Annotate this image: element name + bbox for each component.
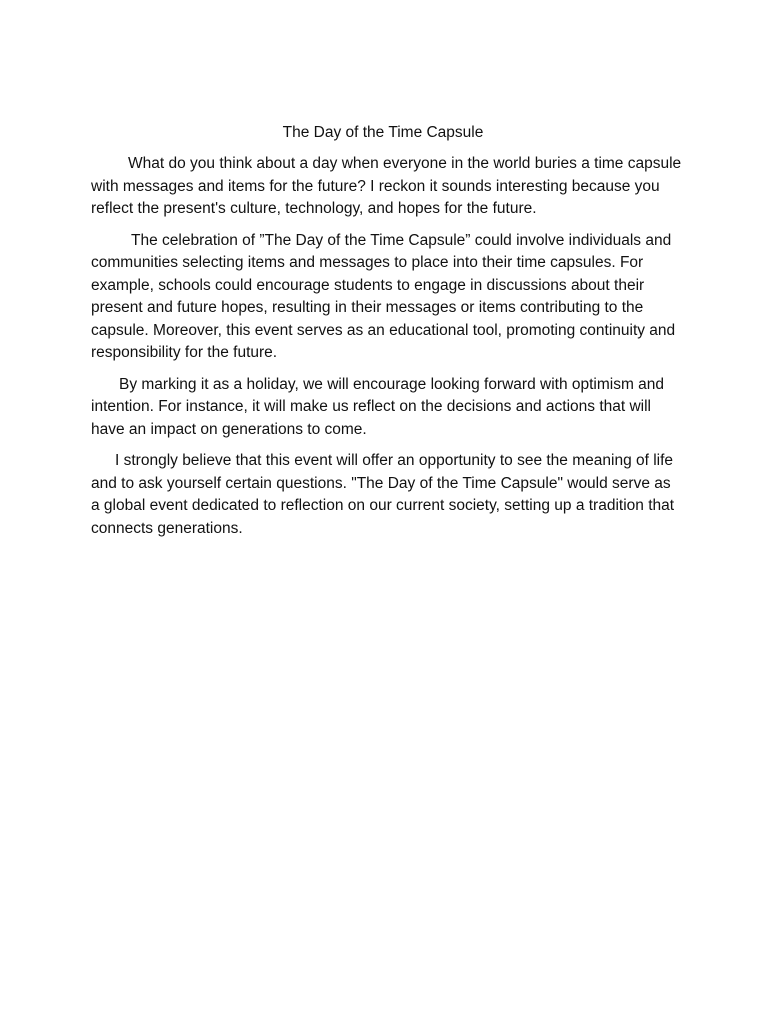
paragraph-celebration: The celebration of ”The Day of the Time Capsule” could involve individuals and communities selecting items and messages to place into their time capsules. For example, schools could encourage students to engage in discussions about their present and future hopes, resulting in their messages or items contributing to the capsule. Moreover, this event serves as an educational tool, promoting continuity and responsibility for the future. — [91, 231, 676, 361]
paragraph-holiday: By marking it as a holiday, we will encourage looking forward with optimism and intention. For instance, it will make us reflect on the decisions and actions that will have an impact on generations to come. — [91, 375, 665, 438]
paragraph-conclusion: I strongly believe that this event will offer an opportunity to see the meaning of life and to ask yourself certain questions. "The Day of the Time Capsule" would serve as a global event dedicated to reflection on our current society, setting up a tradition that connects generations. — [91, 452, 675, 537]
document-body — [91, 122, 683, 549]
paragraph-intro: What do you think about a day when everyone in the world buries a time capsule with messages and items for the future? I reckon it sounds interesting because you reflect the present's culture, technology, and hopes for the future. — [91, 155, 682, 217]
document-title: The Day of the Time Capsule — [282, 124, 484, 141]
